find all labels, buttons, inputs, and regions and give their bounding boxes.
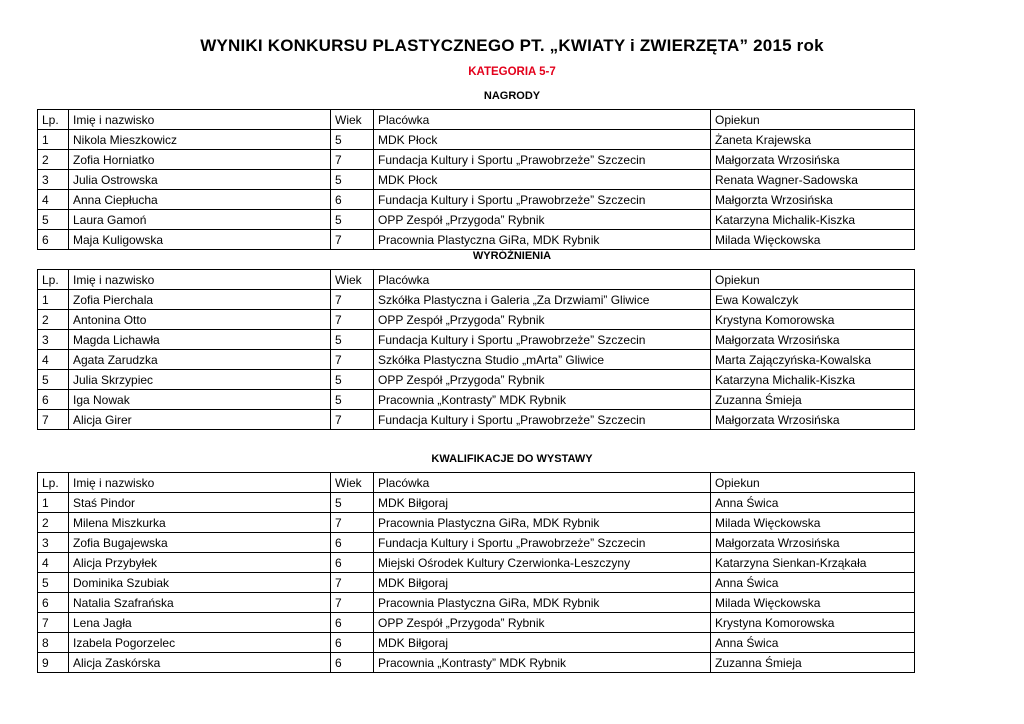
- name-cell: Dominika Szubiak: [69, 573, 331, 593]
- institution-cell: OPP Zespół „Przygoda” Rybnik: [374, 310, 711, 330]
- column-header-lp: Lp.: [38, 473, 69, 493]
- institution-cell: MDK Biłgoraj: [374, 573, 711, 593]
- age-cell: 6: [331, 553, 374, 573]
- column-header-guardian: Opiekun: [711, 270, 915, 290]
- institution-cell: Szkółka Plastyczna Studio „mArta” Gliwice: [374, 350, 711, 370]
- category-label: KATEGORIA 5-7: [468, 66, 556, 78]
- age-cell: 5: [331, 493, 374, 513]
- name-cell: Lena Jagła: [69, 613, 331, 633]
- age-cell: 5: [331, 210, 374, 230]
- institution-cell: Pracownia Plastyczna GiRa, MDK Rybnik: [374, 593, 711, 613]
- table-wyroznienia: [37, 269, 915, 430]
- institution-cell: Szkółka Plastyczna i Galeria „Za Drzwiami” Gliwice: [374, 290, 711, 310]
- age-cell: 6: [331, 190, 374, 210]
- lp-cell: 3: [38, 330, 69, 350]
- column-header-lp: Lp.: [38, 110, 69, 130]
- institution-cell: Pracownia Plastyczna GiRa, MDK Rybnik: [374, 513, 711, 533]
- institution-cell: Fundacja Kultury i Sportu „Prawobrzeże” Szczecin: [374, 533, 711, 553]
- lp-cell: 3: [38, 170, 69, 190]
- guardian-cell: Krystyna Komorowska: [711, 310, 915, 330]
- institution-cell: MDK Biłgoraj: [374, 633, 711, 653]
- lp-cell: 4: [38, 190, 69, 210]
- lp-cell: 8: [38, 633, 69, 653]
- table-row: [38, 210, 915, 230]
- name-cell: Julia Ostrowska: [69, 170, 331, 190]
- institution-cell: Miejski Ośrodek Kultury Czerwionka-Leszczyny: [374, 553, 711, 573]
- table-row: [38, 130, 915, 150]
- table-row: [38, 653, 915, 673]
- table-row: [38, 410, 915, 430]
- name-cell: Agata Zarudzka: [69, 350, 331, 370]
- table-row: [38, 230, 915, 250]
- table-row: [38, 613, 915, 633]
- guardian-cell: Żaneta Krajewska: [711, 130, 915, 150]
- table-row: [38, 553, 915, 573]
- name-cell: Nikola Mieszkowicz: [69, 130, 331, 150]
- table-kwalifikacje: [37, 472, 915, 673]
- name-cell: Staś Pindor: [69, 493, 331, 513]
- institution-cell: Fundacja Kultury i Sportu „Prawobrzeże” Szczecin: [374, 330, 711, 350]
- lp-cell: 2: [38, 513, 69, 533]
- table-row: [38, 390, 915, 410]
- name-cell: Zofia Pierchala: [69, 290, 331, 310]
- table-row: [38, 330, 915, 350]
- name-cell: Anna Ciepłucha: [69, 190, 331, 210]
- age-cell: 6: [331, 653, 374, 673]
- institution-cell: Pracownia Plastyczna GiRa, MDK Rybnik: [374, 230, 711, 250]
- institution-cell: Pracownia „Kontrasty” MDK Rybnik: [374, 390, 711, 410]
- section-heading-nagrody: NAGRODY: [483, 90, 541, 102]
- guardian-cell: Małgorzata Wrzosińska: [711, 410, 915, 430]
- name-cell: Alicja Przybyłek: [69, 553, 331, 573]
- column-header-institution: Placówka: [374, 473, 711, 493]
- institution-cell: Fundacja Kultury i Sportu „Prawobrzeże” Szczecin: [374, 150, 711, 170]
- column-header-institution: Placówka: [374, 270, 711, 290]
- table-header-row: [38, 473, 915, 493]
- lp-cell: 7: [38, 613, 69, 633]
- lp-cell: 6: [38, 230, 69, 250]
- table-header-row: [38, 110, 915, 130]
- table-row: [38, 170, 915, 190]
- column-header-guardian: Opiekun: [711, 473, 915, 493]
- table-row: [38, 150, 915, 170]
- age-cell: 5: [331, 390, 374, 410]
- column-header-age: Wiek: [331, 473, 374, 493]
- section-heading-kwalifikacje: KWALIFIKACJE DO WYSTAWY: [431, 453, 593, 465]
- institution-cell: MDK Biłgoraj: [374, 493, 711, 513]
- table-row: [38, 310, 915, 330]
- lp-cell: 4: [38, 553, 69, 573]
- table-row: [38, 513, 915, 533]
- name-cell: Maja Kuligowska: [69, 230, 331, 250]
- guardian-cell: Milada Więckowska: [711, 593, 915, 613]
- table-row: [38, 370, 915, 390]
- name-cell: Alicja Zaskórska: [69, 653, 331, 673]
- guardian-cell: Anna Świca: [711, 633, 915, 653]
- table-row: [38, 350, 915, 370]
- column-header-age: Wiek: [331, 270, 374, 290]
- name-cell: Antonina Otto: [69, 310, 331, 330]
- name-cell: Laura Gamoń: [69, 210, 331, 230]
- lp-cell: 6: [38, 593, 69, 613]
- age-cell: 5: [331, 170, 374, 190]
- column-header-name: Imię i nazwisko: [69, 473, 331, 493]
- section-heading-wyroznienia: WYRÓŻNIENIA: [472, 250, 552, 262]
- guardian-cell: Zuzanna Śmieja: [711, 653, 915, 673]
- guardian-cell: Anna Świca: [711, 493, 915, 513]
- name-cell: Milena Miszkurka: [69, 513, 331, 533]
- age-cell: 7: [331, 593, 374, 613]
- institution-cell: OPP Zespół „Przygoda” Rybnik: [374, 210, 711, 230]
- table-row: [38, 190, 915, 210]
- guardian-cell: Katarzyna Sienkan-Krząkała: [711, 553, 915, 573]
- column-header-lp: Lp.: [38, 270, 69, 290]
- lp-cell: 4: [38, 350, 69, 370]
- age-cell: 7: [331, 513, 374, 533]
- page-title: WYNIKI KONKURSU PLASTYCZNEGO PT. „KWIATY i ZWIERZĘTA” 2015 rok: [200, 36, 824, 55]
- age-cell: 6: [331, 633, 374, 653]
- lp-cell: 1: [38, 290, 69, 310]
- age-cell: 5: [331, 130, 374, 150]
- institution-cell: Fundacja Kultury i Sportu „Prawobrzeże” Szczecin: [374, 190, 711, 210]
- lp-cell: 2: [38, 150, 69, 170]
- lp-cell: 3: [38, 533, 69, 553]
- column-header-guardian: Opiekun: [711, 110, 915, 130]
- institution-cell: OPP Zespół „Przygoda” Rybnik: [374, 370, 711, 390]
- age-cell: 7: [331, 410, 374, 430]
- lp-cell: 7: [38, 410, 69, 430]
- guardian-cell: Milada Więckowska: [711, 513, 915, 533]
- age-cell: 7: [331, 350, 374, 370]
- guardian-cell: Małgorzata Wrzosińska: [711, 150, 915, 170]
- lp-cell: 6: [38, 390, 69, 410]
- guardian-cell: Małgorzata Wrzosińska: [711, 330, 915, 350]
- institution-cell: MDK Płock: [374, 130, 711, 150]
- lp-cell: 5: [38, 370, 69, 390]
- guardian-cell: Anna Świca: [711, 573, 915, 593]
- age-cell: 6: [331, 613, 374, 633]
- guardian-cell: Małgorzata Wrzosińska: [711, 533, 915, 553]
- guardian-cell: Marta Zajączyńska-Kowalska: [711, 350, 915, 370]
- column-header-institution: Placówka: [374, 110, 711, 130]
- table-header-row: [38, 270, 915, 290]
- lp-cell: 1: [38, 130, 69, 150]
- name-cell: Izabela Pogorzelec: [69, 633, 331, 653]
- lp-cell: 1: [38, 493, 69, 513]
- age-cell: 7: [331, 290, 374, 310]
- guardian-cell: Krystyna Komorowska: [711, 613, 915, 633]
- name-cell: Zofia Horniatko: [69, 150, 331, 170]
- age-cell: 7: [331, 230, 374, 250]
- age-cell: 7: [331, 573, 374, 593]
- institution-cell: OPP Zespół „Przygoda” Rybnik: [374, 613, 711, 633]
- institution-cell: Pracownia „Kontrasty” MDK Rybnik: [374, 653, 711, 673]
- name-cell: Magda Lichawła: [69, 330, 331, 350]
- table-row: [38, 573, 915, 593]
- guardian-cell: Małgorzta Wrzosińska: [711, 190, 915, 210]
- column-header-name: Imię i nazwisko: [69, 110, 331, 130]
- lp-cell: 9: [38, 653, 69, 673]
- table-nagrody: [37, 109, 915, 250]
- guardian-cell: Zuzanna Śmieja: [711, 390, 915, 410]
- name-cell: Alicja Girer: [69, 410, 331, 430]
- guardian-cell: Katarzyna Michalik-Kiszka: [711, 370, 915, 390]
- age-cell: 7: [331, 310, 374, 330]
- institution-cell: MDK Płock: [374, 170, 711, 190]
- table-row: [38, 493, 915, 513]
- guardian-cell: Renata Wagner-Sadowska: [711, 170, 915, 190]
- name-cell: Natalia Szafrańska: [69, 593, 331, 613]
- table-row: [38, 290, 915, 310]
- table-row: [38, 593, 915, 613]
- name-cell: Iga Nowak: [69, 390, 331, 410]
- institution-cell: Fundacja Kultury i Sportu „Prawobrzeże” Szczecin: [374, 410, 711, 430]
- lp-cell: 5: [38, 573, 69, 593]
- column-header-name: Imię i nazwisko: [69, 270, 331, 290]
- guardian-cell: Katarzyna Michalik-Kiszka: [711, 210, 915, 230]
- name-cell: Julia Skrzypiec: [69, 370, 331, 390]
- age-cell: 5: [331, 330, 374, 350]
- guardian-cell: Ewa Kowalczyk: [711, 290, 915, 310]
- table-row: [38, 633, 915, 653]
- age-cell: 7: [331, 150, 374, 170]
- name-cell: Zofia Bugajewska: [69, 533, 331, 553]
- lp-cell: 2: [38, 310, 69, 330]
- guardian-cell: Milada Więckowska: [711, 230, 915, 250]
- lp-cell: 5: [38, 210, 69, 230]
- age-cell: 5: [331, 370, 374, 390]
- column-header-age: Wiek: [331, 110, 374, 130]
- table-row: [38, 533, 915, 553]
- age-cell: 6: [331, 533, 374, 553]
